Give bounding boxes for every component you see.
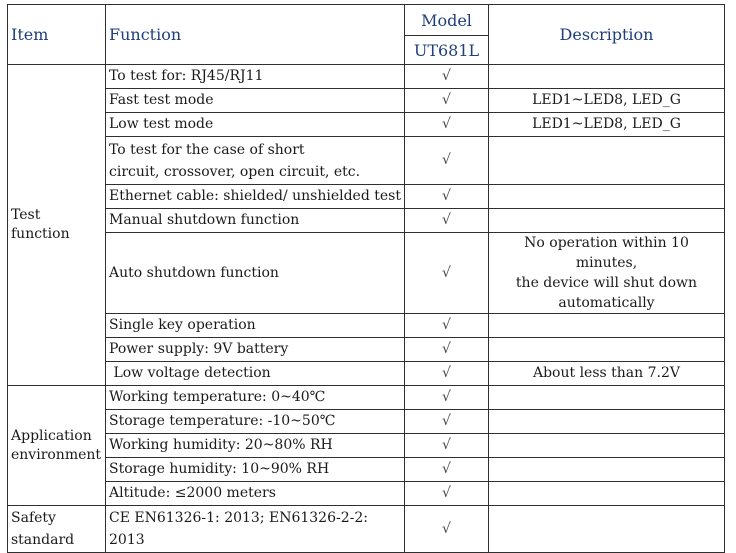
description-cell [489, 482, 725, 506]
check-mark: √ [405, 137, 489, 185]
description-cell: LED1~LED8, LED_G [489, 89, 725, 113]
function-cell: Low voltage detection [106, 362, 405, 386]
description-cell [489, 137, 725, 185]
description-cell [489, 338, 725, 362]
spec-table-wrapper [7, 4, 725, 553]
check-mark: √ [405, 338, 489, 362]
header-function: Function [106, 5, 405, 65]
check-mark: √ [405, 65, 489, 89]
description-cell [489, 506, 725, 553]
header-model-name: UT681L [405, 36, 489, 65]
function-cell: Working humidity: 20~80% RH [106, 434, 405, 458]
table-row [8, 362, 725, 386]
description-cell [489, 434, 725, 458]
function-cell: Auto shutdown function [106, 233, 405, 314]
function-cell: To test for the case of short circuit, crossover, open circuit, etc. [106, 137, 405, 185]
header-model: Model [405, 5, 489, 36]
spec-table [7, 4, 725, 553]
table-row [8, 386, 725, 410]
function-cell: Power supply: 9V battery [106, 338, 405, 362]
function-cell: Storage temperature: -10~50℃ [106, 410, 405, 434]
table-row [8, 209, 725, 233]
check-mark: √ [405, 89, 489, 113]
function-cell: Working temperature: 0~40℃ [106, 386, 405, 410]
description-cell [489, 65, 725, 89]
description-cell: LED1~LED8, LED_G [489, 113, 725, 137]
check-mark: √ [405, 410, 489, 434]
function-cell: Storage humidity: 10~90% RH [106, 458, 405, 482]
table-row [8, 338, 725, 362]
check-mark: √ [405, 386, 489, 410]
check-mark: √ [405, 185, 489, 209]
description-cell [489, 314, 725, 338]
check-mark: √ [405, 482, 489, 506]
table-row [8, 434, 725, 458]
group-label-safety: Safety standard [8, 506, 106, 553]
check-mark: √ [405, 113, 489, 137]
description-cell [489, 410, 725, 434]
table-row [8, 410, 725, 434]
table-row [8, 506, 725, 553]
table-row [8, 458, 725, 482]
description-cell: No operation within 10 minutes, the device will shut down automatically [489, 233, 725, 314]
table-row [8, 233, 725, 314]
header-item: Item [8, 5, 106, 65]
description-cell [489, 386, 725, 410]
check-mark: √ [405, 233, 489, 314]
table-row [8, 89, 725, 113]
header-description: Description [489, 5, 725, 65]
table-row [8, 65, 725, 89]
description-cell [489, 185, 725, 209]
check-mark: √ [405, 434, 489, 458]
function-cell: Single key operation [106, 314, 405, 338]
function-cell: Low test mode [106, 113, 405, 137]
group-label-test: Test function [8, 65, 106, 386]
check-mark: √ [405, 209, 489, 233]
table-row [8, 113, 725, 137]
header-row [8, 5, 725, 36]
table-row [8, 482, 725, 506]
table-row [8, 137, 725, 185]
description-cell: About less than 7.2V [489, 362, 725, 386]
function-cell: Altitude: ≤2000 meters [106, 482, 405, 506]
group-label-application: Application environment [8, 386, 106, 506]
description-cell [489, 209, 725, 233]
description-cell [489, 458, 725, 482]
check-mark: √ [405, 506, 489, 553]
function-cell: Manual shutdown function [106, 209, 405, 233]
check-mark: √ [405, 362, 489, 386]
function-cell: Fast test mode [106, 89, 405, 113]
check-mark: √ [405, 314, 489, 338]
function-cell: Ethernet cable: shielded/ unshielded test [106, 185, 405, 209]
function-cell: To test for: RJ45/RJ11 [106, 65, 405, 89]
table-row [8, 314, 725, 338]
table-row [8, 185, 725, 209]
check-mark: √ [405, 458, 489, 482]
function-cell: CE EN61326-1: 2013; EN61326-2-2: 2013 [106, 506, 405, 553]
